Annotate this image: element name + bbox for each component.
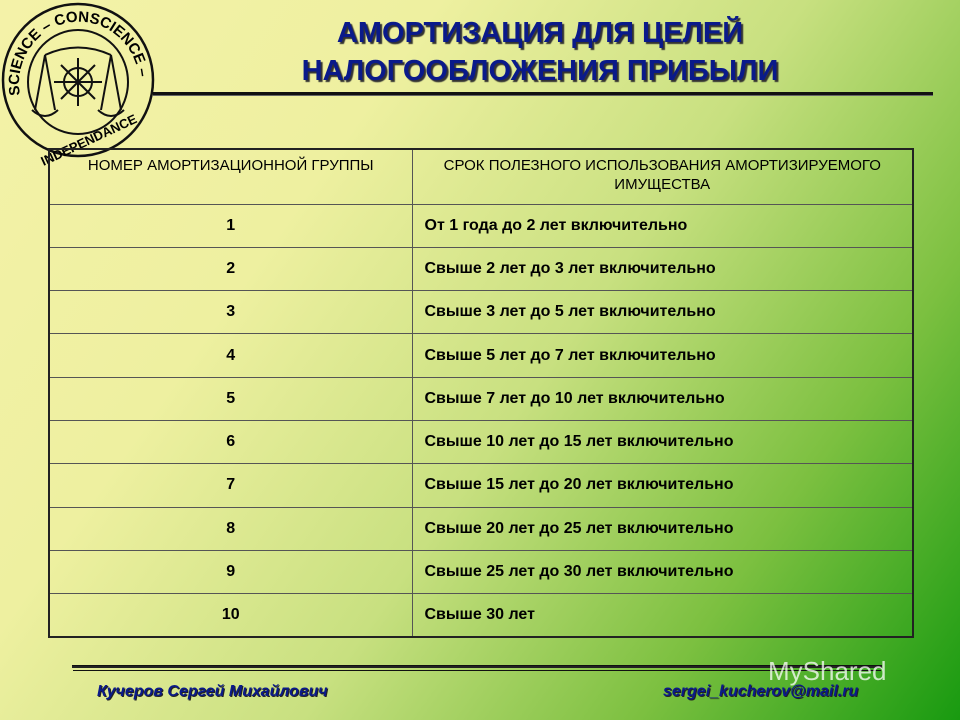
group-number: 1 <box>49 204 412 247</box>
footer-divider <box>72 665 882 668</box>
table-row <box>49 247 913 290</box>
group-number: 2 <box>49 247 412 290</box>
useful-life: Свыше 3 лет до 5 лет включительно <box>412 291 913 334</box>
table-row <box>49 377 913 420</box>
header-group-number: НОМЕР АМОРТИЗАЦИОННОЙ ГРУППЫ <box>49 149 412 204</box>
useful-life: Свыше 10 лет до 15 лет включительно <box>412 420 913 463</box>
author-name: Кучеров Сергей Михайлович <box>97 683 328 700</box>
svg-text:INDEPENDANCE: INDEPENDANCE <box>38 111 140 169</box>
title-line-2: НАЛОГООБЛОЖЕНИЯ ПРИБЫЛИ <box>301 55 779 87</box>
group-number: 3 <box>49 291 412 334</box>
table-header <box>49 149 913 204</box>
table-row <box>49 334 913 377</box>
useful-life: Свыше 25 лет до 30 лет включительно <box>412 550 913 593</box>
group-number: 10 <box>49 594 412 637</box>
title-line-1: АМОРТИЗАЦИЯ ДЛЯ ЦЕЛЕЙ <box>336 17 744 49</box>
group-number: 8 <box>49 507 412 550</box>
svg-text:SCIENCE – CONSCIENCE –: SCIENCE – CONSCIENCE – <box>5 8 152 97</box>
table-row <box>49 204 913 247</box>
title-divider <box>153 92 933 96</box>
author-email: sergei_kucherov@mail.ru <box>663 683 859 700</box>
table-row <box>49 291 913 334</box>
logo-seal <box>0 0 160 170</box>
table-row <box>49 507 913 550</box>
useful-life: Свыше 20 лет до 25 лет включительно <box>412 507 913 550</box>
table-row <box>49 420 913 463</box>
table-row <box>49 464 913 507</box>
group-number: 7 <box>49 464 412 507</box>
useful-life: Свыше 5 лет до 7 лет включительно <box>412 334 913 377</box>
table-row <box>49 594 913 637</box>
table-row <box>49 550 913 593</box>
useful-life: Свыше 30 лет <box>412 594 913 637</box>
useful-life: Свыше 15 лет до 20 лет включительно <box>412 464 913 507</box>
group-number: 9 <box>49 550 412 593</box>
group-number: 6 <box>49 420 412 463</box>
useful-life: Свыше 7 лет до 10 лет включительно <box>412 377 913 420</box>
group-number: 5 <box>49 377 412 420</box>
watermark: MyShared <box>768 656 887 686</box>
header-useful-life: СРОК ПОЛЕЗНОГО ИСПОЛЬЗОВАНИЯ АМОРТИЗИРУЕМОГО ИМУЩЕСТВА <box>412 149 913 204</box>
page-title <box>230 14 850 90</box>
useful-life: Свыше 2 лет до 3 лет включительно <box>412 247 913 290</box>
depreciation-table <box>48 148 914 638</box>
useful-life: От 1 года до 2 лет включительно <box>412 204 913 247</box>
group-number: 4 <box>49 334 412 377</box>
